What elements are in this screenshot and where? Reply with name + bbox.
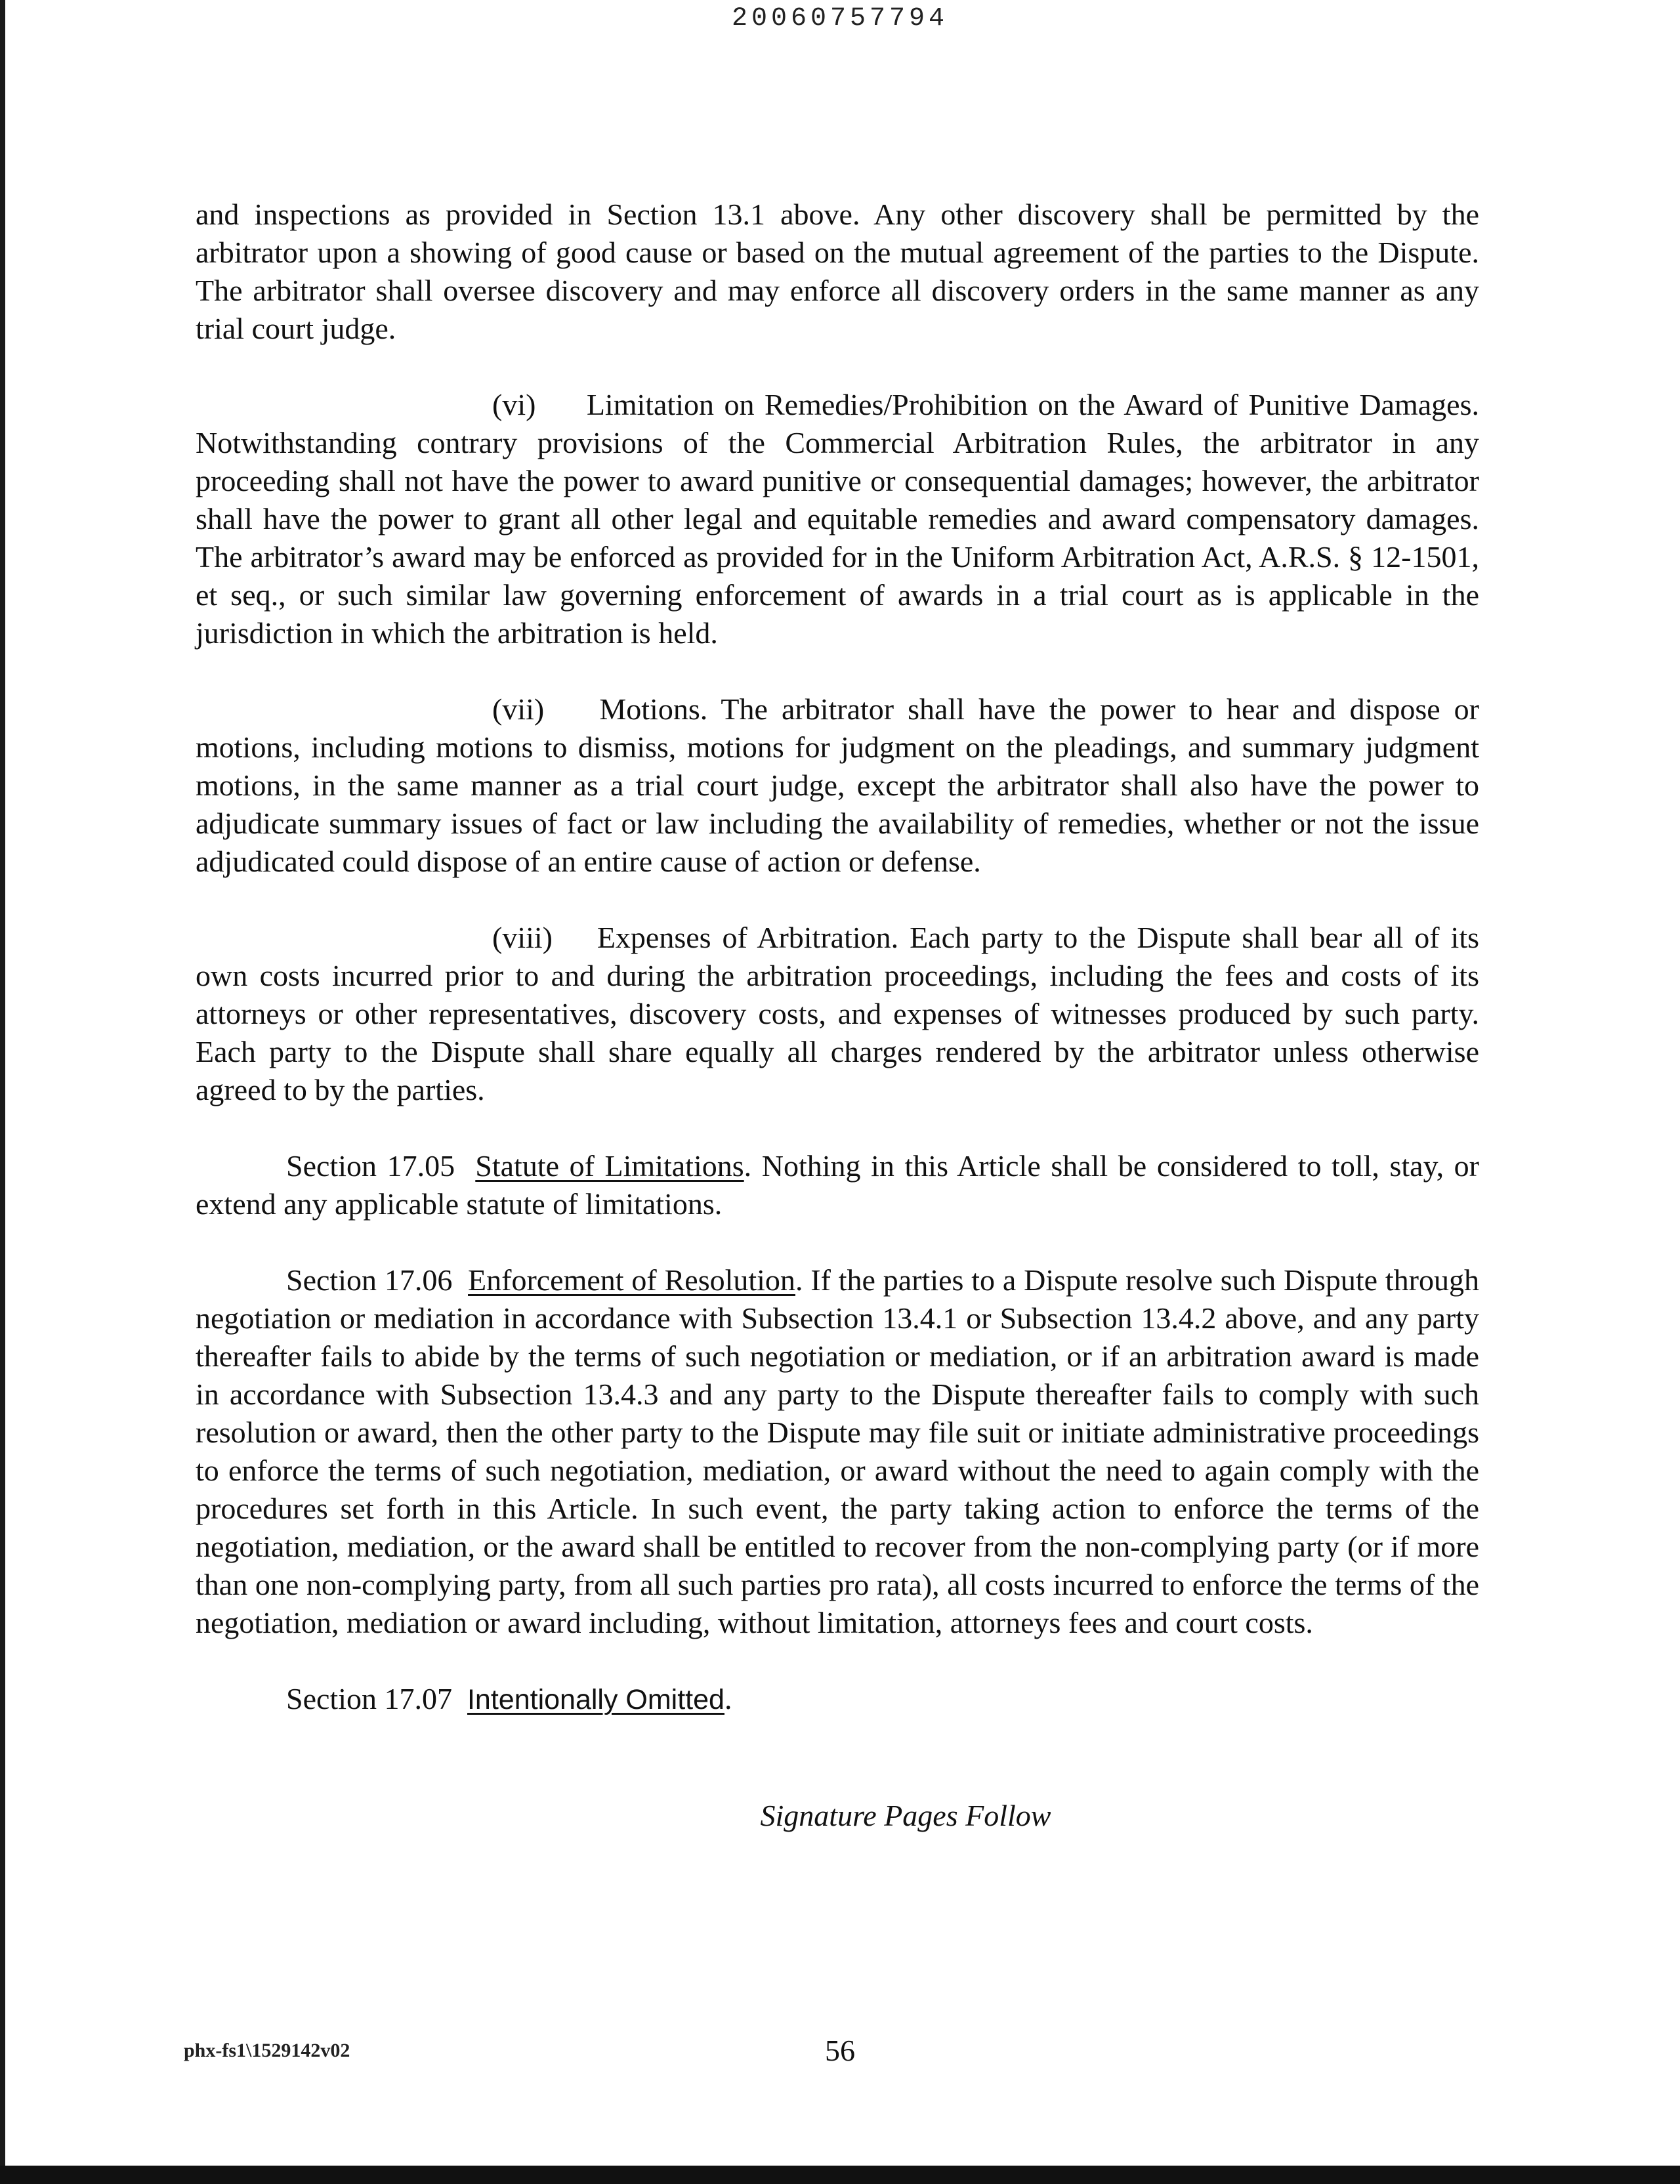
paragraph-discovery: and inspections as provided in Section 13.1 above. Any other discovery shall be permitted by the arbitrator upon a showing of good cause or based on the mutual agreement of the parties to the Dispute. The arbitrator shall oversee discovery and may enforce all discovery orders in the same manner as any trial court judge.	[196, 198, 1479, 345]
paragraph-viii-expenses	[196, 919, 1479, 1109]
page-number	[0, 2033, 1680, 2068]
item-text-vi: Limitation on Remedies/Prohibition on the Award of Punitive Damages. Notwithstanding contrary provisions of the Commercial Arbitration Rules, the arbitrator in any proceeding shall not have the power to award punitive or consequential damages; however, the arbitrator shall have the power to grant all other legal and equitable remedies and award compensatory damages. The arbitrator’s award may be enforced as provided for in the Uniform Arbitration Act, A.R.S. § 12-1501, et seq., or such similar law governing enforcement of awards in a trial court as is applicable in the jurisdiction in which the arbitration is held.	[196, 388, 1479, 650]
section-title-17-06: Enforcement of Resolution	[468, 1263, 795, 1297]
item-number-vi: (vi)	[492, 388, 536, 421]
section-17-07	[196, 1680, 1479, 1719]
scan-left-border	[0, 0, 5, 2184]
footer-document-id: phx-fs1\1529142v02	[184, 2040, 350, 2061]
section-label-17-07: Section 17.07	[286, 1682, 452, 1715]
section-17-05	[196, 1147, 1479, 1223]
page-number-value: 56	[825, 2034, 855, 2067]
section-text-17-05: . Nothing in this Article shall be considered to toll, stay, or extend any applicable statute of limitations.	[196, 1149, 1480, 1221]
section-17-06	[196, 1261, 1479, 1642]
section-title-17-07: Intentionally Omitted	[467, 1684, 724, 1715]
paragraph-vii-motions	[196, 690, 1479, 881]
item-number-vii: (vii)	[492, 692, 545, 726]
signature-pages-follow: Signature Pages Follow	[760, 1799, 1051, 1832]
document-body	[196, 196, 1479, 1757]
item-text-vii: Motions. The arbitrator shall have the power to hear and dispose or motions, including motions to dismiss, motions for judgment on the pleadings, and summary judgment motions, in the same manner as a trial court judge, except the arbitrator shall also have the power to adjudicate summary issues of fact or law including the availability of remedies, whether or not the issue adjudicated could dispose of an entire cause of action or defense.	[196, 692, 1479, 878]
section-title-17-05: Statute of Limitations	[475, 1149, 744, 1183]
section-label-17-05: Section 17.05	[286, 1149, 455, 1183]
scan-bottom-border	[0, 2166, 1680, 2184]
paragraph-vi-limitation-on-remedies	[196, 386, 1479, 652]
section-label-17-06: Section 17.06	[286, 1263, 453, 1297]
document-number: 20060757794	[731, 4, 949, 33]
section-end-17-07: .	[724, 1682, 732, 1715]
item-text-viii: Expenses of Arbitration. Each party to the Dispute shall bear all of its own costs incurred prior to and during the arbitration proceedings, including the fees and costs of its attorneys or other representatives, discovery costs, and expenses of witnesses produced by such party. Each party to the Dispute shall share equally all charges rendered by the arbitrator unless otherwise agreed to by the parties.	[196, 921, 1479, 1106]
item-number-viii: (viii)	[492, 921, 553, 954]
section-text-17-06: . If the parties to a Dispute resolve such Dispute through negotiation or mediation in accordance with Subsection 13.4.1 or Subsection 13.4.2 above, and any party thereafter fails to abide by the terms of such negotiation or mediation, or if an arbitration award is made in accordance with Subsection 13.4.3 and any party to the Dispute thereafter fails to comply with such resolution or award, then the other party to the Dispute may file suit or initiate administrative proceedings to enforce the terms of such negotiation, mediation, or award without the need to again comply with the procedures set forth in this Article. In such event, the party taking action to enforce the terms of the negotiation, mediation, or the award shall be entitled to recover from the non-complying party (or if more than one non-complying party, from all such parties pro rata), all costs incurred to enforce the terms of the negotiation, mediation or award including, without limitation, attorneys fees and court costs.	[196, 1263, 1479, 1639]
